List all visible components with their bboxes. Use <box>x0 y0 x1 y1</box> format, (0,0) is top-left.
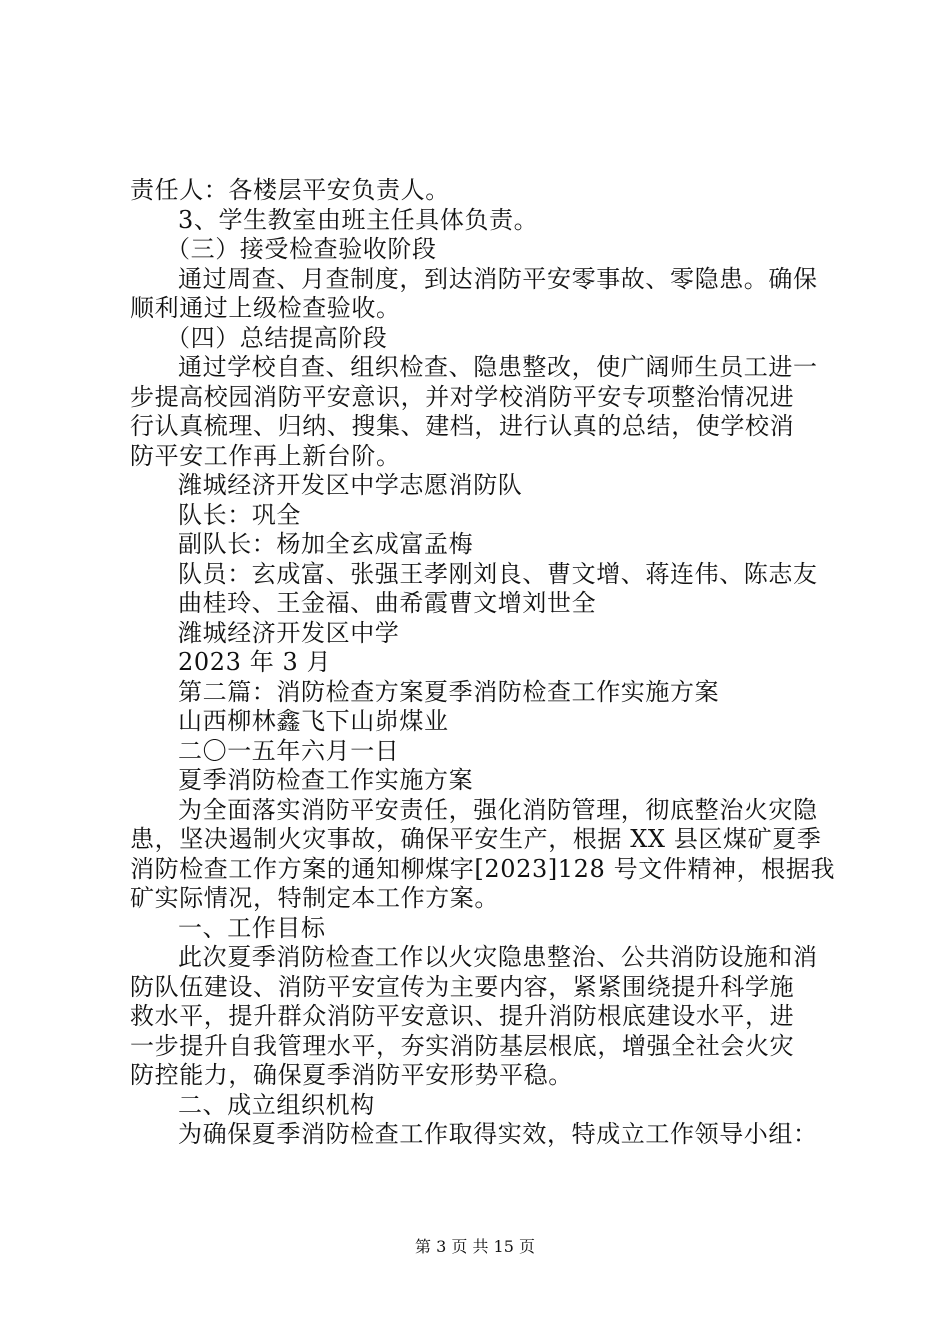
text-line: 一、工作目标 <box>178 913 326 942</box>
text-line: 行认真梳理、归纳、搜集、建档，进行认真的总结，使学校消 <box>130 412 795 440</box>
text-line: 副队长：杨加全玄成富孟梅 <box>178 530 474 558</box>
text-line: 队员：玄成富、张强王孝刚刘良、曹文增、蒋连伟、陈志友 <box>178 559 818 588</box>
page-footer: 第 3 页 共 15 页 <box>415 1237 535 1256</box>
text-line: 山西柳林鑫飞下山峁煤业 <box>178 707 449 735</box>
text-line: 通过周查、月查制度，到达消防平安零事故、零隐患。确保 <box>178 264 818 293</box>
text-line: 防平安工作再上新台阶。 <box>130 441 401 470</box>
text-line: 责任人：各楼层平安负责人。 <box>130 176 450 204</box>
text-line: 消防检查工作方案的通知柳煤字[2023]128 号文件精神，根据我 <box>130 854 836 883</box>
text-line: 2023 年 3 月 <box>178 648 332 676</box>
text-line: 矿实际情况，特制定本工作方案。 <box>130 884 499 912</box>
text-line: 队长：巩全 <box>178 500 301 529</box>
text-line: 第二篇：消防检查方案夏季消防检查工作实施方案 <box>178 677 720 706</box>
text-line: 通过学校自查、组织检查、隐患整改，使广阔师生员工进一 <box>178 353 818 381</box>
text-line: 患，坚决遏制火灾事故，确保平安生产，根据 XX 县区煤矿夏季 <box>130 825 822 853</box>
text-line: 此次夏季消防检查工作以火灾隐患整治、公共消防设施和消 <box>178 943 818 971</box>
text-line: 曲桂玲、王金福、曲希霞曹文增刘世全 <box>178 589 597 617</box>
document-body <box>130 176 840 1150</box>
text-line: 步提高校园消防平安意识，并对学校消防平安专项整治情况进 <box>130 382 795 411</box>
text-line: 3、学生教室由班主任具体负责。 <box>178 205 539 234</box>
text-line: 一步提升自我管理水平，夯实消防基层根底，增强全社会火灾 <box>130 1031 795 1060</box>
text-line: 二〇一五年六月一日 <box>178 736 400 765</box>
text-line: 为全面落实消防平安责任，强化消防管理，彻底整治火灾隐 <box>178 795 818 824</box>
text-line: 顺利通过上级检查验收。 <box>130 294 401 322</box>
text-line: 夏季消防检查工作实施方案 <box>178 766 474 794</box>
text-line: 救水平，提升群众消防平安意识、提升消防根底建设水平，进 <box>130 1002 795 1030</box>
text-line: 潍城经济开发区中学 <box>178 618 400 647</box>
text-line: 二、成立组织机构 <box>178 1090 375 1119</box>
text-line: （三）接受检查验收阶段 <box>166 235 437 263</box>
text-line: 防队伍建设、消防平安宣传为主要内容，紧紧围绕提升科学施 <box>130 972 795 1001</box>
text-line: （四）总结提高阶段 <box>166 323 388 352</box>
text-line: 为确保夏季消防检查工作取得实效，特成立工作领导小组： <box>178 1120 818 1148</box>
text-line: 潍城经济开发区中学志愿消防队 <box>178 471 523 499</box>
text-line: 防控能力，确保夏季消防平安形势平稳。 <box>130 1061 573 1089</box>
